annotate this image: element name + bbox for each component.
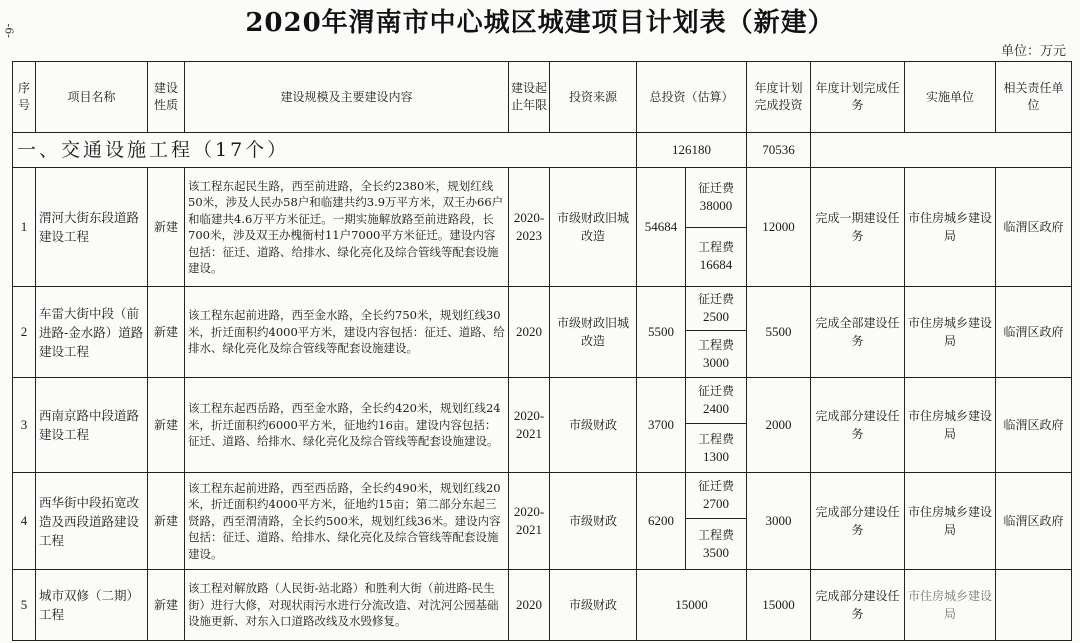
row-total: 15000 bbox=[637, 570, 747, 641]
relocation-fee-label: 征迁费 bbox=[698, 180, 735, 195]
relocation-fee-value: 2500 bbox=[703, 309, 729, 325]
row-seq: 1 bbox=[13, 168, 36, 287]
section-empty bbox=[811, 133, 1072, 168]
row-name: 城市双修（二期）工程 bbox=[36, 570, 148, 641]
header-source: 投资来源 bbox=[550, 62, 637, 133]
row-source: 市级财政 bbox=[550, 570, 637, 641]
row-source: 市级财政 bbox=[550, 378, 637, 473]
row-responsible: 临渭区政府 bbox=[996, 168, 1072, 287]
row-content: 该工程东起西岳路，西至金水路，全长约420米，规划红线24米，折迁面积约6000平方米，征地约16亩。建设内容包括：征迁、道路、给排水、绿化亮化及综合管线等配套设施建设。 bbox=[185, 378, 509, 473]
header-years: 建设起止年限 bbox=[509, 62, 550, 133]
row-annual-task: 完成全部建设任务 bbox=[811, 287, 905, 378]
row-implementer: 市住房城乡建设局 bbox=[905, 473, 996, 570]
page-number: -6- bbox=[2, 23, 16, 38]
row-seq: 3 bbox=[13, 378, 36, 473]
row-relocation-fee bbox=[686, 378, 747, 424]
engineering-fee-value: 3500 bbox=[703, 544, 729, 560]
row-annual-invest: 12000 bbox=[747, 168, 811, 287]
row-years: 2020-2021 bbox=[509, 473, 550, 570]
row-nature: 新建 bbox=[148, 570, 185, 641]
row-responsible: 临渭区政府 bbox=[996, 473, 1072, 570]
section-row bbox=[13, 133, 1072, 168]
row-years: 2020 bbox=[509, 287, 550, 378]
row-annual-task: 完成部分建设任务 bbox=[811, 473, 905, 570]
engineering-fee-value: 3000 bbox=[703, 354, 729, 370]
table-row bbox=[13, 473, 1072, 519]
row-implementer: 市住房城乡建设局 bbox=[905, 570, 996, 641]
row-implementer: 市住房城乡建设局 bbox=[905, 378, 996, 473]
header-annual-task: 年度计划完成任务 bbox=[811, 62, 905, 133]
row-seq: 5 bbox=[13, 570, 36, 641]
header-implementer: 实施单位 bbox=[905, 62, 996, 133]
row-years: 2020-2023 bbox=[509, 168, 550, 287]
row-implementer: 市住房城乡建设局 bbox=[905, 287, 996, 378]
relocation-fee-value: 2400 bbox=[703, 401, 729, 417]
row-content: 该工程对解放路（人民街-站北路）和胜利大街（前进路-民生街）进行大修，对现状雨污水进行分流改造、对沈河公园基础设施更新、对东入口道路改线及水毁修复。 bbox=[185, 570, 509, 641]
relocation-fee-value: 38000 bbox=[699, 197, 733, 213]
header-total: 总投资（估算） bbox=[637, 62, 747, 133]
row-engineering-fee bbox=[686, 424, 747, 473]
row-seq: 2 bbox=[13, 287, 36, 378]
row-nature: 新建 bbox=[148, 473, 185, 570]
row-engineering-fee bbox=[686, 227, 747, 287]
row-responsible bbox=[996, 570, 1072, 641]
row-nature: 新建 bbox=[148, 378, 185, 473]
project-plan-table bbox=[12, 61, 1072, 641]
row-engineering-fee bbox=[686, 519, 747, 570]
row-total: 3700 bbox=[637, 378, 686, 473]
row-annual-task: 完成部分建设任务 bbox=[811, 570, 905, 641]
row-content: 该工程东起前进路，西至金水路，全长约750米，规划红线30米，折迁面积约4000平方米，建设内容包括：征迁、道路、给排水、绿化亮化及综合管线等配套设施建设。 bbox=[185, 287, 509, 378]
engineering-fee-value: 1300 bbox=[703, 448, 729, 464]
row-relocation-fee bbox=[686, 287, 747, 331]
row-name: 西南京路中段道路建设工程 bbox=[36, 378, 148, 473]
relocation-fee-label: 征迁费 bbox=[698, 384, 735, 399]
relocation-fee-value: 2700 bbox=[703, 496, 729, 512]
relocation-fee-label: 征迁费 bbox=[698, 292, 735, 307]
row-annual-task: 完成一期建设任务 bbox=[811, 168, 905, 287]
table-row bbox=[13, 378, 1072, 424]
header-responsible: 相关责任单位 bbox=[996, 62, 1072, 133]
row-responsible: 临渭区政府 bbox=[996, 378, 1072, 473]
table-row bbox=[13, 570, 1072, 641]
section-label: 一、交通设施工程（17个） bbox=[13, 133, 637, 168]
row-annual-task: 完成部分建设任务 bbox=[811, 378, 905, 473]
row-responsible: 临渭区政府 bbox=[996, 287, 1072, 378]
header-nature: 建设性质 bbox=[148, 62, 185, 133]
section-total: 126180 bbox=[637, 133, 747, 168]
row-total: 54684 bbox=[637, 168, 686, 287]
row-source: 市级财政旧城改造 bbox=[550, 287, 637, 378]
row-engineering-fee bbox=[686, 331, 747, 378]
engineering-fee-label: 工程费 bbox=[698, 527, 735, 542]
row-nature: 新建 bbox=[148, 168, 185, 287]
row-name: 渭河大街东段道路建设工程 bbox=[36, 168, 148, 287]
row-implementer: 市住房城乡建设局 bbox=[905, 168, 996, 287]
section-annual-invest: 70536 bbox=[747, 133, 811, 168]
header-name: 项目名称 bbox=[36, 62, 148, 133]
engineering-fee-value: 16684 bbox=[699, 257, 733, 273]
row-relocation-fee bbox=[686, 168, 747, 228]
row-annual-invest: 15000 bbox=[747, 570, 811, 641]
row-years: 2020 bbox=[509, 570, 550, 641]
row-content: 该工程东起前进路，西至西岳路，全长约490米，规划红线20米，折迁面积约4000平方米，征地约15亩；第二部分东起三贤路，西至渭清路，全长约500米，规划红线36米。建设内容包括：征迁、道路、给排水、绿化亮化及综合管线等配套设施建设。 bbox=[185, 473, 509, 570]
row-content: 该工程东起民生路，西至前进路，全长约2380米，规划红线50米，涉及人民办58户和临建共约3.9万平方米，双王办66户和临建共4.6万平方米征迁。一期实施解放路至前进路段，长700米，涉及双王办槐衙村11户7000平方米征迁。建设内容包括：征迁、道路、给排水、绿化亮化及综合管线等配套设施建设。 bbox=[185, 168, 509, 287]
header-seq: 序号 bbox=[13, 62, 36, 133]
row-source: 市级财政旧城改造 bbox=[550, 168, 637, 287]
header-annual-invest: 年度计划完成投资 bbox=[747, 62, 811, 133]
engineering-fee-label: 工程费 bbox=[698, 431, 735, 446]
row-name: 车雷大街中段（前进路-金水路）道路建设工程 bbox=[36, 287, 148, 378]
header-content: 建设规模及主要建设内容 bbox=[185, 62, 509, 133]
relocation-fee-label: 征迁费 bbox=[698, 479, 735, 494]
table-row bbox=[13, 287, 1072, 331]
page-title: 2020年渭南市中心城区城建项目计划表（新建） bbox=[245, 8, 835, 38]
unit-label: 单位：万元 bbox=[1000, 44, 1066, 59]
table-row bbox=[13, 168, 1072, 228]
engineering-fee-label: 工程费 bbox=[698, 337, 735, 352]
row-annual-invest: 3000 bbox=[747, 473, 811, 570]
row-annual-invest: 2000 bbox=[747, 378, 811, 473]
row-years: 2020-2021 bbox=[509, 378, 550, 473]
header-row bbox=[13, 62, 1072, 133]
engineering-fee-label: 工程费 bbox=[698, 240, 735, 255]
row-total: 6200 bbox=[637, 473, 686, 570]
row-seq: 4 bbox=[13, 473, 36, 570]
row-name: 西华街中段拓宽改造及西段道路建设工程 bbox=[36, 473, 148, 570]
row-relocation-fee bbox=[686, 473, 747, 519]
row-source: 市级财政 bbox=[550, 473, 637, 570]
row-nature: 新建 bbox=[148, 287, 185, 378]
row-total: 5500 bbox=[637, 287, 686, 378]
row-annual-invest: 5500 bbox=[747, 287, 811, 378]
